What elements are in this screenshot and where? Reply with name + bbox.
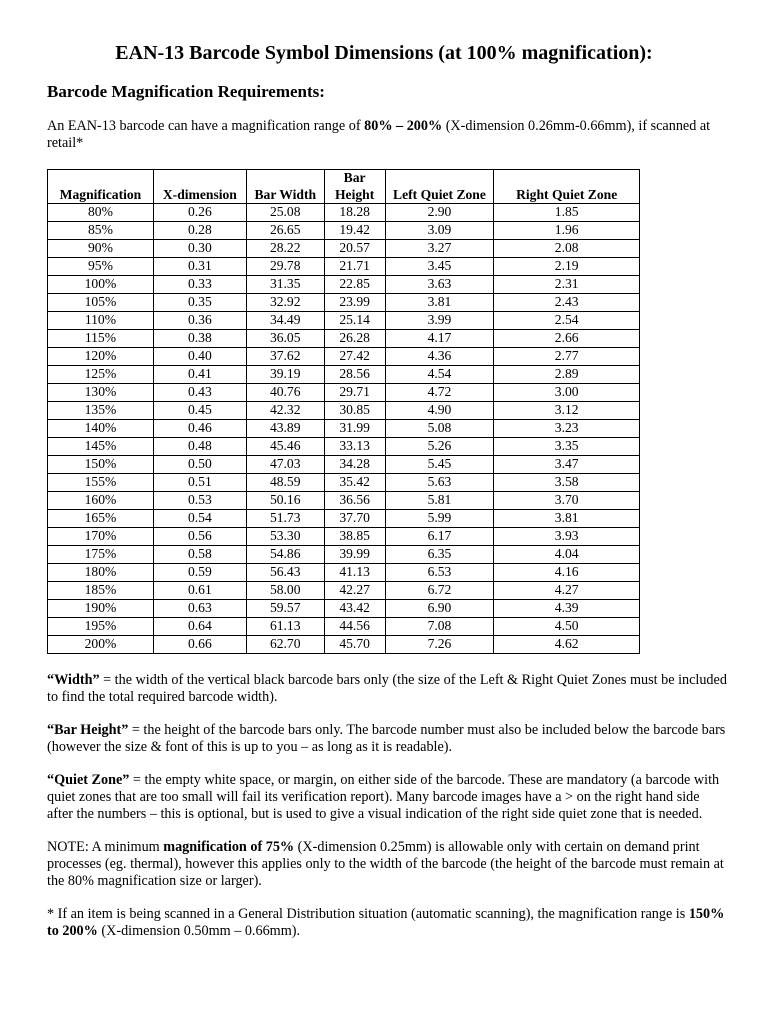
cell-right-quiet-zone: 3.12 [494, 402, 640, 420]
cell-right-quiet-zone: 2.19 [494, 258, 640, 276]
cell-left-quiet-zone: 3.63 [385, 276, 494, 294]
cell-left-quiet-zone: 6.17 [385, 528, 494, 546]
cell-bar-height: 33.13 [324, 438, 385, 456]
cell-bar-height: 44.56 [324, 618, 385, 636]
col-header-bar-height: Bar Height [324, 170, 385, 204]
cell-bar-height: 37.70 [324, 510, 385, 528]
cell-magnification: 110% [48, 312, 154, 330]
cell-x-dimension: 0.59 [153, 564, 246, 582]
note-width [47, 672, 727, 706]
table-row [48, 276, 640, 294]
table-row [48, 366, 640, 384]
note-minimum-bold: magnification of 75% [163, 839, 295, 855]
cell-magnification: 145% [48, 438, 154, 456]
cell-left-quiet-zone: 6.35 [385, 546, 494, 564]
cell-left-quiet-zone: 4.54 [385, 366, 494, 384]
cell-bar-height: 25.14 [324, 312, 385, 330]
cell-bar-width: 51.73 [246, 510, 324, 528]
cell-magnification: 185% [48, 582, 154, 600]
cell-x-dimension: 0.31 [153, 258, 246, 276]
cell-bar-height: 36.56 [324, 492, 385, 510]
cell-bar-height: 34.28 [324, 456, 385, 474]
note-distribution-after: (X-dimension 0.50mm – 0.66mm). [97, 923, 301, 939]
table-row [48, 510, 640, 528]
cell-bar-height: 39.99 [324, 546, 385, 564]
cell-magnification: 190% [48, 600, 154, 618]
note-minimum-before: NOTE: A minimum [47, 839, 164, 855]
table-row [48, 348, 640, 366]
cell-right-quiet-zone: 2.89 [494, 366, 640, 384]
cell-bar-height: 41.13 [324, 564, 385, 582]
table-row [48, 636, 640, 654]
cell-right-quiet-zone: 1.85 [494, 204, 640, 222]
cell-left-quiet-zone: 5.26 [385, 438, 494, 456]
cell-x-dimension: 0.33 [153, 276, 246, 294]
cell-left-quiet-zone: 5.45 [385, 456, 494, 474]
cell-x-dimension: 0.56 [153, 528, 246, 546]
table-row [48, 384, 640, 402]
table-row [48, 438, 640, 456]
cell-bar-height: 26.28 [324, 330, 385, 348]
note-quiet-zone [47, 772, 727, 823]
cell-magnification: 155% [48, 474, 154, 492]
cell-right-quiet-zone: 4.39 [494, 600, 640, 618]
cell-bar-width: 42.32 [246, 402, 324, 420]
cell-x-dimension: 0.66 [153, 636, 246, 654]
table-row [48, 294, 640, 312]
note-quiet-zone-text: = the empty white space, or margin, on either side of the barcode. These are mandatory (a barcode with quiet zones that are too small will fail its verification report). Many barcode images have a > on the right hand side after the numbers – this is optional, but is used to give a visual indication of the right side quiet zone that is needed. [47, 772, 720, 822]
cell-right-quiet-zone: 3.93 [494, 528, 640, 546]
table-row [48, 456, 640, 474]
cell-magnification: 180% [48, 564, 154, 582]
cell-left-quiet-zone: 5.63 [385, 474, 494, 492]
cell-right-quiet-zone: 3.81 [494, 510, 640, 528]
cell-left-quiet-zone: 4.17 [385, 330, 494, 348]
cell-x-dimension: 0.51 [153, 474, 246, 492]
cell-bar-width: 56.43 [246, 564, 324, 582]
table-row [48, 618, 640, 636]
cell-left-quiet-zone: 3.81 [385, 294, 494, 312]
cell-bar-width: 62.70 [246, 636, 324, 654]
cell-left-quiet-zone: 3.45 [385, 258, 494, 276]
cell-left-quiet-zone: 6.90 [385, 600, 494, 618]
cell-right-quiet-zone: 2.66 [494, 330, 640, 348]
table-row [48, 528, 640, 546]
cell-x-dimension: 0.61 [153, 582, 246, 600]
cell-magnification: 80% [48, 204, 154, 222]
table-row [48, 330, 640, 348]
table-row [48, 492, 640, 510]
cell-bar-width: 59.57 [246, 600, 324, 618]
cell-bar-height: 19.42 [324, 222, 385, 240]
cell-bar-height: 43.42 [324, 600, 385, 618]
cell-magnification: 105% [48, 294, 154, 312]
cell-right-quiet-zone: 2.77 [494, 348, 640, 366]
cell-left-quiet-zone: 3.09 [385, 222, 494, 240]
table-row [48, 600, 640, 618]
table-row [48, 474, 640, 492]
cell-x-dimension: 0.63 [153, 600, 246, 618]
cell-bar-width: 37.62 [246, 348, 324, 366]
cell-right-quiet-zone: 3.00 [494, 384, 640, 402]
cell-x-dimension: 0.30 [153, 240, 246, 258]
col-header-magnification: Magnification [48, 170, 154, 204]
cell-left-quiet-zone: 7.26 [385, 636, 494, 654]
col-header-right-quiet-zone: Right Quiet Zone [494, 170, 640, 204]
table-row [48, 222, 640, 240]
cell-bar-width: 54.86 [246, 546, 324, 564]
note-width-text: = the width of the vertical black barcode bars only (the size of the Left & Right Quiet Zones must be included to find the total required barcode width). [47, 672, 727, 705]
intro-paragraph [47, 118, 727, 152]
cell-right-quiet-zone: 3.58 [494, 474, 640, 492]
table-header-row [48, 170, 640, 204]
cell-left-quiet-zone: 6.72 [385, 582, 494, 600]
table-row [48, 258, 640, 276]
cell-bar-height: 30.85 [324, 402, 385, 420]
note-distribution-before: * If an item is being scanned in a General Distribution situation (automatic scanning), the magnification range is [47, 906, 689, 922]
section-heading: Barcode Magnification Requirements: [47, 82, 325, 101]
cell-magnification: 90% [48, 240, 154, 258]
cell-left-quiet-zone: 4.72 [385, 384, 494, 402]
note-distribution-bold: 150% to 200% [47, 906, 725, 939]
table-row [48, 420, 640, 438]
cell-x-dimension: 0.46 [153, 420, 246, 438]
table-row [48, 312, 640, 330]
table-row [48, 546, 640, 564]
cell-magnification: 95% [48, 258, 154, 276]
cell-bar-width: 47.03 [246, 456, 324, 474]
cell-bar-height: 28.56 [324, 366, 385, 384]
cell-bar-width: 28.22 [246, 240, 324, 258]
col-header-x-dimension: X-dimension [153, 170, 246, 204]
table-row [48, 240, 640, 258]
cell-bar-width: 25.08 [246, 204, 324, 222]
table-row [48, 204, 640, 222]
cell-x-dimension: 0.41 [153, 366, 246, 384]
cell-right-quiet-zone: 4.16 [494, 564, 640, 582]
cell-left-quiet-zone: 6.53 [385, 564, 494, 582]
cell-x-dimension: 0.28 [153, 222, 246, 240]
cell-x-dimension: 0.36 [153, 312, 246, 330]
intro-text-after: (X-dimension 0.26mm-0.66mm), if scanned at retail* [47, 118, 711, 151]
cell-right-quiet-zone: 4.50 [494, 618, 640, 636]
cell-left-quiet-zone: 3.99 [385, 312, 494, 330]
cell-magnification: 85% [48, 222, 154, 240]
note-minimum-magnification [47, 839, 727, 890]
cell-bar-width: 29.78 [246, 258, 324, 276]
notes-section [47, 672, 727, 956]
col-header-bar-width: Bar Width [246, 170, 324, 204]
table-row [48, 402, 640, 420]
cell-bar-width: 34.49 [246, 312, 324, 330]
intro-text-before: An EAN-13 barcode can have a magnification range of [47, 118, 365, 134]
table-row [48, 564, 640, 582]
cell-magnification: 160% [48, 492, 154, 510]
cell-bar-width: 26.65 [246, 222, 324, 240]
cell-magnification: 135% [48, 402, 154, 420]
cell-x-dimension: 0.26 [153, 204, 246, 222]
cell-bar-height: 38.85 [324, 528, 385, 546]
cell-magnification: 165% [48, 510, 154, 528]
table-header [48, 170, 640, 204]
cell-bar-width: 58.00 [246, 582, 324, 600]
cell-magnification: 125% [48, 366, 154, 384]
note-bar-height-term: “Bar Height” [47, 722, 129, 738]
cell-left-quiet-zone: 4.90 [385, 402, 494, 420]
intro-range-bold: 80% – 200% [364, 118, 443, 134]
cell-bar-width: 40.76 [246, 384, 324, 402]
table-row [48, 582, 640, 600]
cell-magnification: 170% [48, 528, 154, 546]
cell-magnification: 195% [48, 618, 154, 636]
cell-left-quiet-zone: 2.90 [385, 204, 494, 222]
cell-bar-height: 45.70 [324, 636, 385, 654]
cell-bar-height: 29.71 [324, 384, 385, 402]
cell-x-dimension: 0.58 [153, 546, 246, 564]
cell-right-quiet-zone: 2.08 [494, 240, 640, 258]
cell-magnification: 200% [48, 636, 154, 654]
cell-right-quiet-zone: 3.23 [494, 420, 640, 438]
cell-bar-width: 45.46 [246, 438, 324, 456]
cell-magnification: 120% [48, 348, 154, 366]
note-quiet-zone-term: “Quiet Zone” [47, 772, 130, 788]
page-title: EAN-13 Barcode Symbol Dimensions (at 100% magnification): [115, 42, 653, 64]
cell-magnification: 100% [48, 276, 154, 294]
cell-x-dimension: 0.64 [153, 618, 246, 636]
cell-right-quiet-zone: 2.54 [494, 312, 640, 330]
cell-magnification: 130% [48, 384, 154, 402]
cell-magnification: 115% [48, 330, 154, 348]
cell-right-quiet-zone: 3.47 [494, 456, 640, 474]
note-width-term: “Width” [47, 672, 100, 688]
cell-x-dimension: 0.54 [153, 510, 246, 528]
table-body [48, 204, 640, 654]
cell-bar-width: 48.59 [246, 474, 324, 492]
cell-left-quiet-zone: 5.81 [385, 492, 494, 510]
cell-bar-height: 20.57 [324, 240, 385, 258]
cell-magnification: 150% [48, 456, 154, 474]
cell-x-dimension: 0.53 [153, 492, 246, 510]
cell-left-quiet-zone: 5.08 [385, 420, 494, 438]
cell-right-quiet-zone: 4.04 [494, 546, 640, 564]
cell-bar-width: 39.19 [246, 366, 324, 384]
cell-left-quiet-zone: 5.99 [385, 510, 494, 528]
cell-x-dimension: 0.43 [153, 384, 246, 402]
cell-right-quiet-zone: 1.96 [494, 222, 640, 240]
cell-bar-height: 42.27 [324, 582, 385, 600]
cell-x-dimension: 0.38 [153, 330, 246, 348]
cell-bar-width: 61.13 [246, 618, 324, 636]
cell-bar-width: 31.35 [246, 276, 324, 294]
dimensions-table [47, 169, 640, 654]
note-general-distribution [47, 906, 727, 940]
cell-left-quiet-zone: 3.27 [385, 240, 494, 258]
cell-bar-height: 18.28 [324, 204, 385, 222]
cell-left-quiet-zone: 7.08 [385, 618, 494, 636]
cell-right-quiet-zone: 4.62 [494, 636, 640, 654]
cell-bar-height: 27.42 [324, 348, 385, 366]
cell-bar-width: 36.05 [246, 330, 324, 348]
cell-x-dimension: 0.45 [153, 402, 246, 420]
note-bar-height [47, 722, 727, 756]
cell-x-dimension: 0.35 [153, 294, 246, 312]
cell-bar-width: 43.89 [246, 420, 324, 438]
cell-right-quiet-zone: 3.35 [494, 438, 640, 456]
note-minimum-after: (X-dimension 0.25mm) is allowable only with certain on demand print processes (eg. thermal), however this applies only to the width of the barcode (the height of the barcode must remain at the 80% magnification size or larger). [47, 839, 724, 889]
cell-bar-width: 32.92 [246, 294, 324, 312]
cell-bar-width: 53.30 [246, 528, 324, 546]
cell-x-dimension: 0.40 [153, 348, 246, 366]
cell-bar-height: 22.85 [324, 276, 385, 294]
cell-bar-height: 23.99 [324, 294, 385, 312]
cell-right-quiet-zone: 2.31 [494, 276, 640, 294]
cell-x-dimension: 0.50 [153, 456, 246, 474]
cell-left-quiet-zone: 4.36 [385, 348, 494, 366]
cell-right-quiet-zone: 2.43 [494, 294, 640, 312]
cell-bar-height: 35.42 [324, 474, 385, 492]
note-bar-height-text: = the height of the barcode bars only. The barcode number must also be included below the barcode bars (however the size & font of this is up to you – as long as it is readable). [47, 722, 726, 755]
col-header-left-quiet-zone: Left Quiet Zone [385, 170, 494, 204]
cell-bar-height: 31.99 [324, 420, 385, 438]
cell-x-dimension: 0.48 [153, 438, 246, 456]
cell-right-quiet-zone: 3.70 [494, 492, 640, 510]
cell-bar-height: 21.71 [324, 258, 385, 276]
cell-magnification: 175% [48, 546, 154, 564]
cell-bar-width: 50.16 [246, 492, 324, 510]
cell-magnification: 140% [48, 420, 154, 438]
cell-right-quiet-zone: 4.27 [494, 582, 640, 600]
